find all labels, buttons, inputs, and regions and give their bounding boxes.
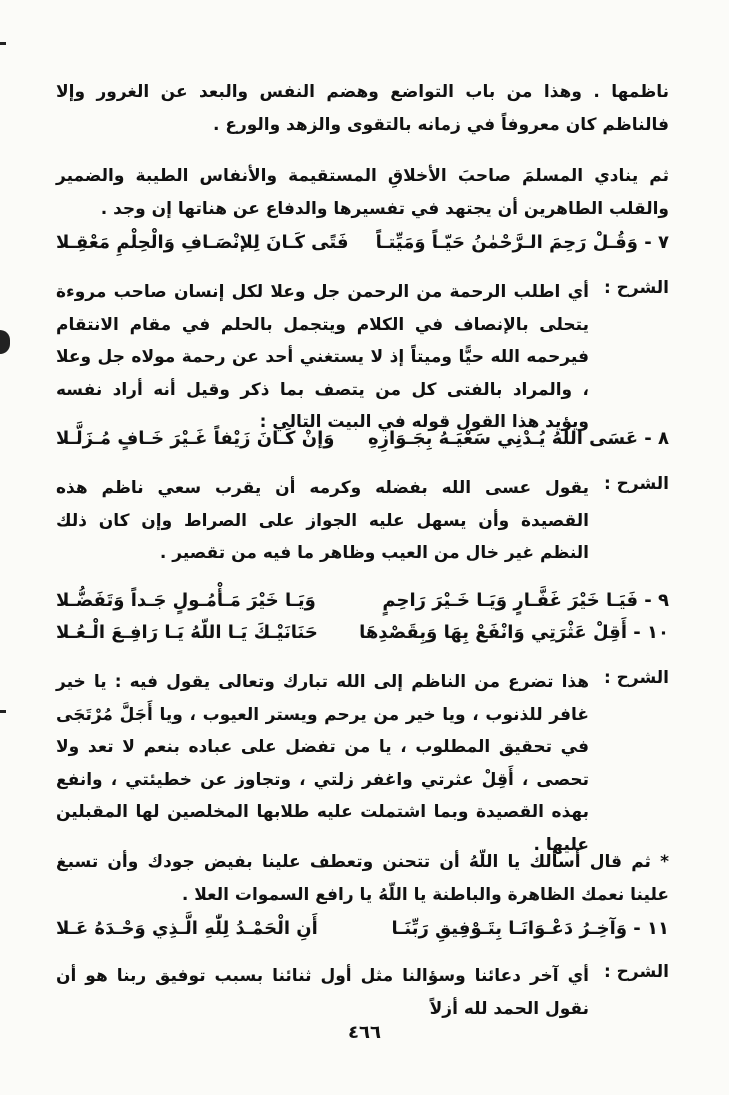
verse-9-first-hemistich: ٩ - فَيَـا خَيْرَ غَفَّـارٍ وَيَـا خَـيْرَ رَاحِمٍ (382, 590, 669, 611)
verse-8 (56, 424, 669, 458)
verse-7-second-hemistich: فَتًى كَـانَ لِلإنْصَـافِ وَالْحِلْمِ مَعْقِـلا (56, 232, 349, 253)
verse-10-second-hemistich: حَنَانَيْـكَ يَـا اللّهُ يَـا رَافِـعَ الْـعُـلا (56, 622, 318, 643)
closing-note: * ثم قال أسألك يا اللّهُ أن تتحنن وتعطف علينا بفيض جودك وأن تسبغ علينا نعمك الظاهرة والباطنة يا اللّهُ يا رافع السموات العلا . (56, 852, 669, 905)
verse-11-second-hemistich: أَنِ الْحَمْـدُ لِلّٰهِ الَّـذِي وَحْـدَهُ عَـلا (56, 918, 318, 939)
verse-10 (56, 618, 669, 652)
verse-8-second-hemistich: وَإنْ كَـانَ زَيْفاً غَـيْرَ خَـافٍ مُـزَلَّـلا (56, 428, 335, 449)
sharh-label: الشرح : (603, 962, 669, 982)
margin-mark (0, 42, 6, 45)
sharh-verse-8: يقول عسى الله بفضله وكرمه أن يقرب سعي ناظم هذه القصيدة وأن يسهل عليه الجواز على الصراط وإن كان ذلك النظم غير خال من العيب وظاهر ما فيه من تقصير . (56, 478, 589, 563)
page-number: ٤٦٦ (348, 1022, 381, 1043)
sharh-label: الشرح : (603, 474, 669, 494)
verse-10-first-hemistich: ١٠ - أَقِلْ عَثْرَتِي وَانْفَعْ بِهَا وَبِقَصْدِهَا (359, 622, 669, 643)
verse-9-second-hemistich: وَيَـا خَيْرَ مَـأْمُـولٍ جَـداً وَتَفَضُّـلا (56, 590, 316, 611)
margin-mark (0, 710, 6, 713)
verse-7-first-hemistich: ٧ - وَقُـلْ رَحِمَ الـرَّحْمٰنُ حَيّـاً وَمَيِّتـاً (375, 232, 669, 253)
verse-9 (56, 586, 669, 620)
verse-7 (56, 228, 669, 262)
margin-mark (0, 330, 10, 354)
sharh-label: الشرح : (603, 668, 669, 688)
verse-11-first-hemistich: ١١ - وَآخِـرُ دَعْـوَانَـا بِتَـوْفِيقِ رَبِّنَـا (391, 918, 669, 939)
sharh-label: الشرح : (603, 278, 669, 298)
sharh-verse-11: أي آخر دعائنا وسؤالنا مثل أول ثنائنا بسبب توفيق ربنا هو أن نقول الحمد لله أزلاً (56, 966, 589, 1019)
intro-paragraph-1: ناظمها . وهذا من باب التواضع وهضم النفس والبعد عن الغرور وإلا فالناظم كان معروفاً في زمانه بالتقوى والزهد والورع . (56, 82, 669, 135)
verse-11 (56, 914, 669, 948)
verse-8-first-hemistich: ٨ - عَسَى اللهُ يُـدْنِي سَعْيَـهُ بِجَـوَازِهِ (368, 428, 669, 449)
intro-paragraph-2: ثم ينادي المسلمَ صاحبَ الأخلاقِ المستقيمة والأنفاس الطيبة والضمير والقلب الطاهرين أن يجتهد في تفسيرها والدفاع عن هناتها إن وجد . (56, 166, 669, 219)
sharh-verse-7: أي اطلب الرحمة من الرحمن جل وعلا لكل إنسان صاحب مروءة يتحلى بالإنصاف في الكلام ويتجمل بالحلم في مقام الانتقام فيرحمه الله حيًّا وميتاً إذ لا يستغني أحد عن رحمة مولاه جل وعلا ، والمراد بالفتى كل من يتصف بما ذكر وقيل أنه أراد نفسه ويؤيد هذا القول قوله في البيت التالي : (56, 282, 589, 432)
sharh-verses-9-10: هذا تضرع من الناظم إلى الله تبارك وتعالى يقول فيه : يا خير غافر للذنوب ، ويا خير من يرحم ويستر العيوب ، ويا أَجَلَّ مُرْتَجَى في تحقيق المطلوب ، يا من تفضل على عباده بنعم لا تعد ولا تحصى ، أَقِلْ عثرتي واغفر زلتي ، وتجاوز عن خطيئتي ، وانفع بهذه القصيدة وبما اشتملت عليه طلابها المخلصين لها المقبلين عليها . (56, 672, 589, 855)
